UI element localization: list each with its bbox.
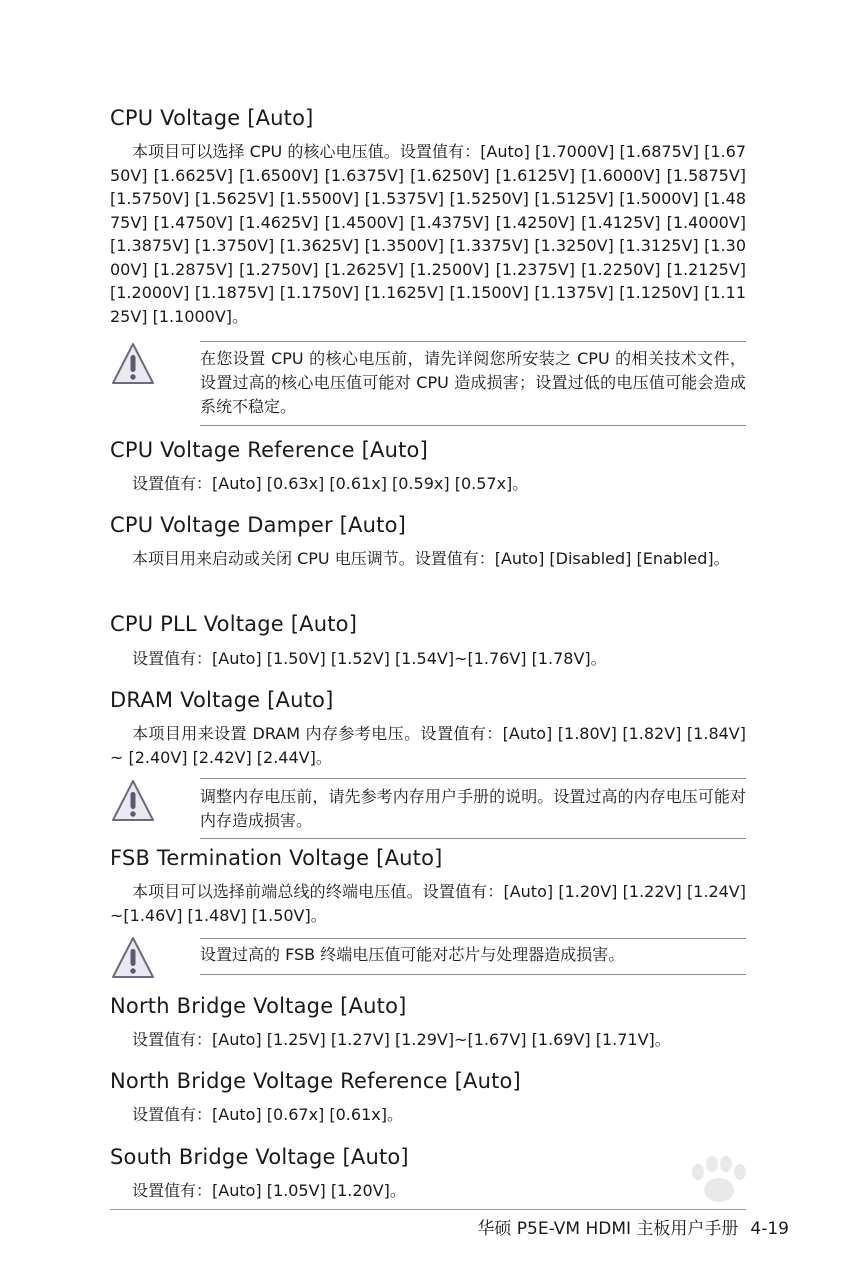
section-body-fsb-termination-voltage: 本项目可以选择前端总线的终端电压值。设置值有：[Auto] [1.20V] [1.22V] [1.24V]~[1.46V] [1.48V] [1.50V]。 — [110, 882, 746, 925]
note-top-rule — [200, 341, 746, 342]
page-number: 4-19 — [750, 1219, 789, 1239]
note-bottom-rule — [200, 425, 746, 426]
section-body-cpu-voltage-reference: 设置值有：[Auto] [0.63x] [0.61x] [0.59x] [0.57x]。 — [132, 474, 529, 493]
note-bottom-rule — [200, 974, 746, 975]
section-heading-cpu-voltage-reference: CPU Voltage Reference [Auto] — [110, 438, 428, 462]
footer-title: 华硕 P5E-VM HDMI 主板用户手册 — [477, 1219, 739, 1239]
section-heading-south-bridge-voltage: South Bridge Voltage [Auto] — [110, 1145, 409, 1169]
warning-note-cpu-voltage — [110, 341, 746, 427]
section-heading-north-bridge-voltage: North Bridge Voltage [Auto] — [110, 994, 407, 1018]
section-heading-cpu-pll-voltage: CPU PLL Voltage [Auto] — [110, 612, 358, 636]
warning-note-dram-voltage — [110, 778, 746, 840]
section-heading-cpu-voltage: CPU Voltage [Auto] — [110, 106, 314, 130]
section-heading-cpu-voltage-damper: CPU Voltage Damper [Auto] — [110, 513, 407, 537]
warning-icon — [110, 778, 156, 824]
footer-rule — [110, 1209, 746, 1210]
section-heading-north-bridge-voltage-reference: North Bridge Voltage Reference [Auto] — [110, 1069, 521, 1093]
note-text: 在您设置 CPU 的核心电压前，请先详阅您所安装之 CPU 的相关技术文件，设置过高的核心电压值可能对 CPU 造成损害；设置过低的电压值可能会造成系统不稳定。 — [200, 349, 746, 416]
section-heading-fsb-termination-voltage: FSB Termination Voltage [Auto] — [110, 846, 443, 870]
note-top-rule — [200, 938, 746, 939]
section-body-dram-voltage: 本项目用来设置 DRAM 内存参考电压。设置值有：[Auto] [1.80V] [1.82V] [1.84V] ~ [2.40V] [2.42V] [2.44V]。 — [110, 724, 746, 767]
section-body-north-bridge-voltage-reference: 设置值有：[Auto] [0.67x] [0.61x]。 — [132, 1105, 403, 1124]
note-text: 设置过高的 FSB 终端电压值可能对芯片与处理器造成损害。 — [200, 945, 625, 964]
page-footer — [477, 1214, 789, 1239]
warning-icon — [110, 341, 156, 387]
note-bottom-rule — [200, 838, 746, 839]
warning-icon — [110, 935, 156, 981]
section-heading-dram-voltage: DRAM Voltage [Auto] — [110, 688, 334, 712]
section-body-south-bridge-voltage: 设置值有：[Auto] [1.05V] [1.20V]。 — [132, 1181, 406, 1200]
section-body-north-bridge-voltage: 设置值有：[Auto] [1.25V] [1.27V] [1.29V]~[1.67V] [1.69V] [1.71V]。 — [132, 1030, 671, 1049]
section-body-cpu-voltage: 本项目可以选择 CPU 的核心电压值。设置值有：[Auto] [1.7000V] [1.6875V] [1.6750V] [1.6625V] [1.6500V] [1.6375V] [1.6250V] [1.6125V] [1.6000V] [1.5875V] [1.5750V] [1.5625V] [1.5500V] [1.5375V] [1.5250V] [1.5125V] [1.5000V] [1.4875V] [1.4750V] [1.4625V] [1.4500V] [1.4375V] [1.4250V] [1.4125V] [1.4000V] [1.3875V] [1.3750V] [1.3625V] [1.3500V] [1.3375V] [1.3250V] [1.3125V] [1.3000V] [1.2875V] [1.2750V] [1.2625V] [1.2500V] [1.2375V] [1.2250V] [1.2125V] [1.2000V] [1.1875V] [1.1750V] [1.1625V] [1.1500V] [1.1375V] [1.1250V] [1.1125V] [1.1000V]。 — [110, 142, 746, 326]
section-body-cpu-pll-voltage: 设置值有：[Auto] [1.50V] [1.52V] [1.54V]~[1.76V] [1.78V]。 — [132, 649, 607, 668]
section-body-cpu-voltage-damper: 本项目用来启动或关闭 CPU 电压调节。设置值有：[Auto] [Disabled] [Enabled]。 — [132, 549, 730, 568]
note-top-rule — [200, 778, 746, 779]
warning-note-fsb-voltage — [110, 938, 746, 976]
note-text: 调整内存电压前，请先参考内存用户手册的说明。设置过高的内存电压可能对内存造成损害。 — [200, 787, 746, 830]
